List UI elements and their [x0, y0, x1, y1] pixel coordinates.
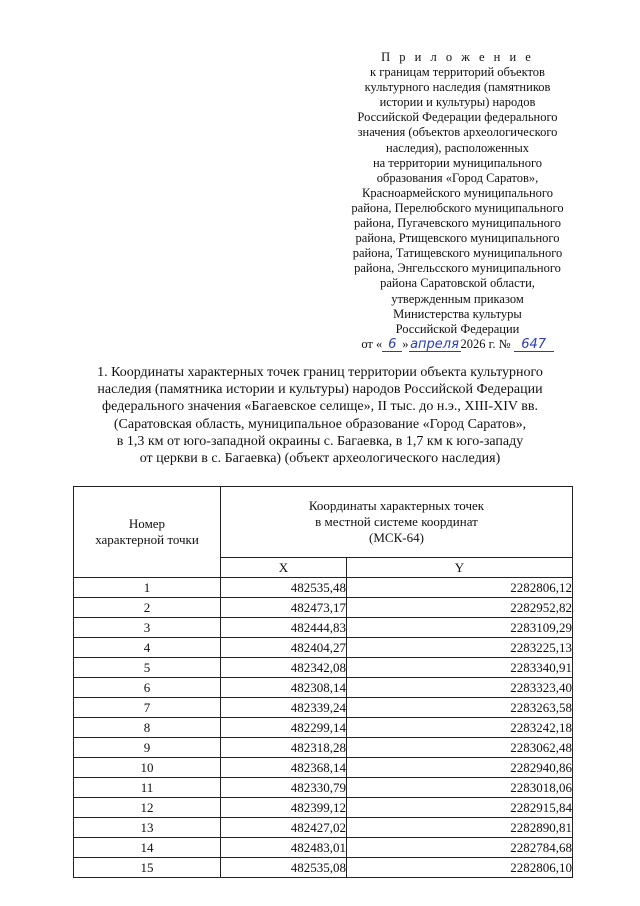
- x-coordinate-cell: 482427,02: [221, 818, 347, 838]
- date-prefix: от «: [361, 336, 383, 351]
- x-coordinate-cell: 482308,14: [221, 678, 347, 698]
- header-text: (МСК-64): [369, 530, 424, 545]
- table-row: [74, 658, 573, 678]
- y-coordinate-cell: 2282940,86: [347, 758, 573, 778]
- y-coordinate-cell: 2283018,06: [347, 778, 573, 798]
- x-coordinate-cell: 482342,08: [221, 658, 347, 678]
- annex-line: образования «Город Саратов»,: [376, 170, 539, 185]
- y-coordinate-cell: 2283242,18: [347, 718, 573, 738]
- annex-line: района, Ртищевского муниципального: [355, 231, 560, 246]
- annex-line: культурного наследия (памятников: [364, 80, 551, 95]
- annex-block: [330, 50, 585, 352]
- y-coordinate-cell: 2283263,58: [347, 698, 573, 718]
- annex-title: П р и л о ж е н и е: [381, 50, 534, 64]
- point-number-cell: 3: [74, 618, 221, 638]
- point-number-cell: 2: [74, 598, 221, 618]
- y-coordinate-cell: 2282806,10: [347, 858, 573, 878]
- table-row: [74, 758, 573, 778]
- heading-line: федерального значения «Багаевское селище», II тыс. до н.э., XIII-XIV вв.: [102, 399, 538, 415]
- x-coordinate-cell: 482368,14: [221, 758, 347, 778]
- table-row: [74, 738, 573, 758]
- annex-line: района Саратовской области,: [380, 276, 535, 291]
- order-date-line: [330, 337, 585, 352]
- y-coordinate-cell: 2283109,29: [347, 618, 573, 638]
- x-coordinate-cell: 482318,28: [221, 738, 347, 758]
- table-row: [74, 678, 573, 698]
- table-row: [74, 578, 573, 598]
- point-number-cell: 7: [74, 698, 221, 718]
- y-coordinate-cell: 2283340,91: [347, 658, 573, 678]
- annex-line: значения (объектов археологического: [357, 125, 558, 140]
- table-row: [74, 638, 573, 658]
- handwritten-number: 647: [514, 339, 554, 352]
- heading-line: в 1,3 км от юго-западной окраины с. Багаевка, в 1,7 км к юго-западу: [116, 433, 524, 449]
- annex-line: утвержденным приказом: [391, 291, 524, 306]
- order-year: 2026 г. №: [460, 336, 511, 351]
- header-text: Номер: [128, 516, 166, 531]
- y-coordinate-cell: 2282784,68: [347, 838, 573, 858]
- x-coordinate-cell: 482473,17: [221, 598, 347, 618]
- x-coordinate-cell: 482339,24: [221, 698, 347, 718]
- point-number-cell: 4: [74, 638, 221, 658]
- y-coordinate-cell: 2282915,84: [347, 798, 573, 818]
- annex-line: района, Перелюбского муниципального: [351, 200, 564, 215]
- x-coordinate-cell: 482330,79: [221, 778, 347, 798]
- heading-line: (Саратовская область, муниципальное образование «Город Саратов»,: [113, 416, 527, 432]
- point-number-cell: 10: [74, 758, 221, 778]
- table-body: [74, 578, 573, 878]
- x-coordinate-cell: 482535,48: [221, 578, 347, 598]
- point-number-cell: 1: [74, 578, 221, 598]
- annex-line: района, Пугачевского муниципального: [354, 216, 561, 231]
- quote-close: »: [402, 336, 409, 351]
- annex-line: Российской Федерации: [395, 321, 520, 336]
- annex-line: района, Энгельсского муниципального: [354, 261, 561, 276]
- heading-line: наследия (памятника истории и культуры) народов Российской Федерации: [97, 382, 543, 398]
- point-number-cell: 8: [74, 718, 221, 738]
- coordinates-table: [73, 486, 573, 878]
- annex-line: Министерства культуры: [393, 306, 522, 321]
- y-coordinate-cell: 2283225,13: [347, 638, 573, 658]
- table-header-row: [74, 487, 573, 558]
- annex-line: истории и культуры) народов: [379, 95, 536, 110]
- col-y-header: Y: [347, 558, 573, 578]
- table-row: [74, 598, 573, 618]
- annex-line: на территории муниципального: [372, 155, 543, 170]
- table-row: [74, 798, 573, 818]
- x-coordinate-cell: 482404,27: [221, 638, 347, 658]
- header-text: Координаты характерных точек: [308, 498, 485, 513]
- x-coordinate-cell: 482535,08: [221, 858, 347, 878]
- y-coordinate-cell: 2282890,81: [347, 818, 573, 838]
- table-row: [74, 718, 573, 738]
- header-text: характерной точки: [95, 532, 199, 547]
- annex-line: Красноармейского муниципального: [361, 185, 553, 200]
- x-coordinate-cell: 482483,01: [221, 838, 347, 858]
- y-coordinate-cell: 2283062,48: [347, 738, 573, 758]
- point-number-cell: 5: [74, 658, 221, 678]
- col-point-number-header: [74, 487, 221, 578]
- y-coordinate-cell: 2282952,82: [347, 598, 573, 618]
- annex-line: Российской Федерации федерального: [357, 110, 558, 125]
- table-row: [74, 838, 573, 858]
- table-row: [74, 618, 573, 638]
- table-row: [74, 858, 573, 878]
- handwritten-day: 6: [382, 339, 402, 352]
- x-coordinate-cell: 482399,12: [221, 798, 347, 818]
- point-number-cell: 15: [74, 858, 221, 878]
- point-number-cell: 14: [74, 838, 221, 858]
- handwritten-month: апреля: [410, 336, 459, 352]
- annex-line: к границам территорий объектов: [370, 65, 545, 80]
- table-row: [74, 778, 573, 798]
- header-text: в местной системе координат: [315, 514, 478, 529]
- point-number-cell: 11: [74, 778, 221, 798]
- table-row: [74, 698, 573, 718]
- heading-line: от церкви в с. Багаевка) (объект археологического наследия): [139, 451, 501, 467]
- table-row: [74, 818, 573, 838]
- y-coordinate-cell: 2282806,12: [347, 578, 573, 598]
- x-coordinate-cell: 482444,83: [221, 618, 347, 638]
- point-number-cell: 6: [74, 678, 221, 698]
- col-coordinates-header: [221, 487, 573, 558]
- y-coordinate-cell: 2283323,40: [347, 678, 573, 698]
- point-number-cell: 12: [74, 798, 221, 818]
- col-x-header: X: [221, 558, 347, 578]
- annex-line: наследия), расположенных: [386, 140, 529, 155]
- point-number-cell: 13: [74, 818, 221, 838]
- heading-line: 1. Координаты характерных точек границ территории объекта культурного: [97, 365, 543, 380]
- x-coordinate-cell: 482299,14: [221, 718, 347, 738]
- section-heading: [60, 364, 580, 467]
- point-number-cell: 9: [74, 738, 221, 758]
- annex-line: района, Татищевского муниципального: [352, 246, 563, 261]
